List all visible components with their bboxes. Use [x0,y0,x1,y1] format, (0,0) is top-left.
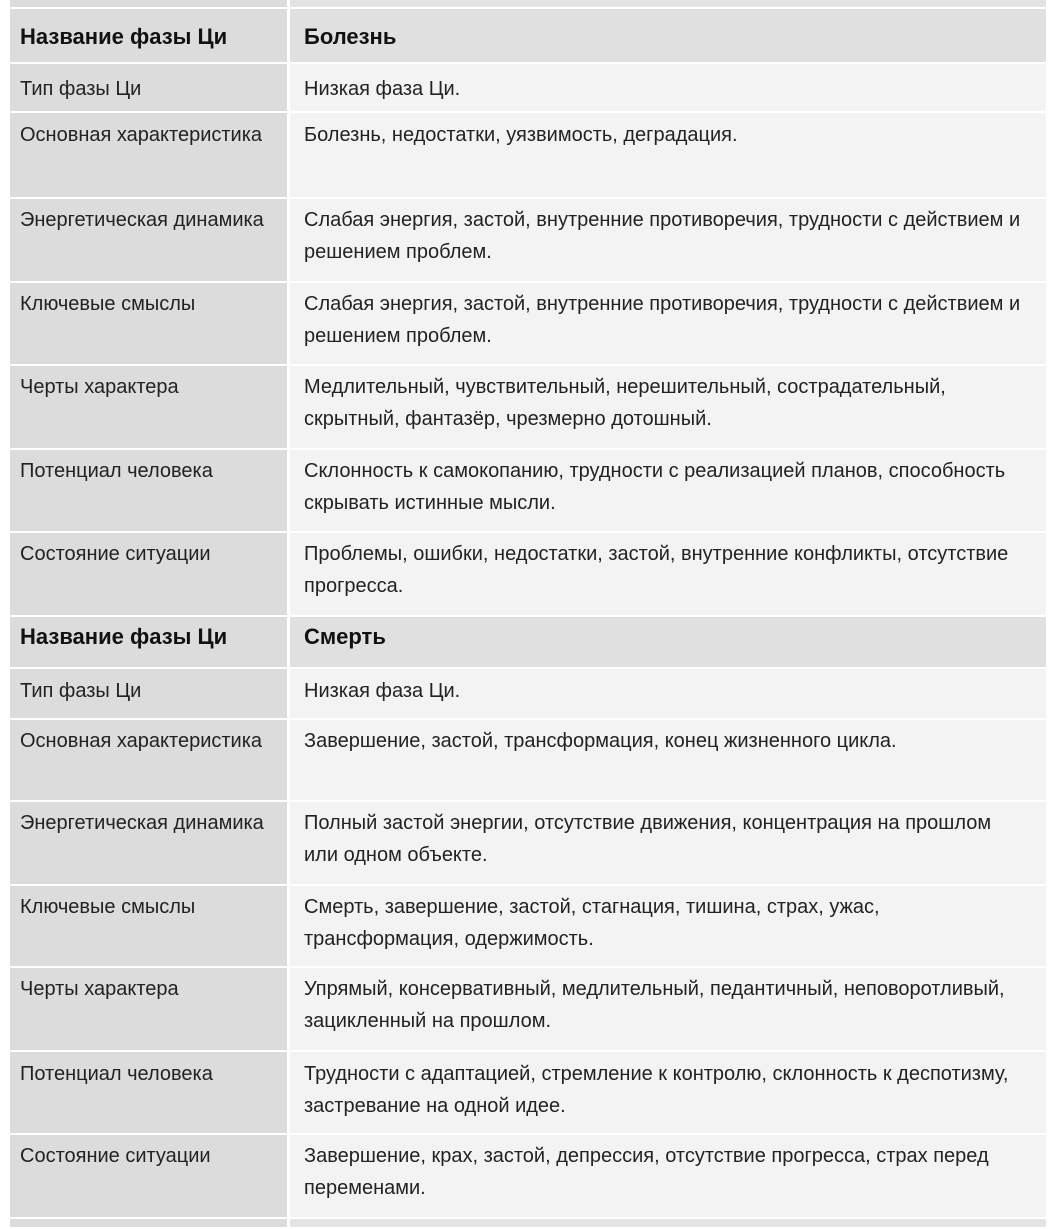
row-value: Медлительный, чувствительный, нерешительный, сострадательный, скрытный, фантазёр, чрезмерно дотошный. [290,366,1046,448]
phase-header-label: Название фазы Ци [10,617,290,667]
row-label: Потенциал человека [10,450,290,531]
row-value: Склонность к самокопанию, трудности с реализацией планов, способность скрывать истинные мысли. [290,450,1046,531]
table-cell-stub [10,0,290,7]
phase-header-row [10,9,1046,64]
row-label: Состояние ситуации [10,1135,290,1217]
row-value: Слабая энергия, застой, внутренние противоречия, трудности с действием и решением проблем. [290,199,1046,281]
row-label: Черты характера [10,968,290,1050]
row-label: Потенциал человека [10,1052,290,1133]
row-value: Болезнь, недостатки, уязвимость, деградация. [290,113,1046,197]
table-row [10,720,1046,802]
row-label: Основная характеристика [10,113,290,197]
row-value: Низкая фаза Ци. [290,64,1046,111]
row-label: Состояние ситуации [10,533,290,615]
row-label: Ключевые смыслы [10,283,290,364]
row-value: Упрямый, консервативный, медлительный, педантичный, неповоротливый, зацикленный на прошлом. [290,968,1046,1050]
table-row [10,1135,1046,1219]
table-row [10,802,1046,886]
table-row [10,1052,1046,1135]
table-row [10,113,1046,199]
row-label: Тип фазы Ци [10,64,290,111]
table-row [10,64,1046,113]
qi-phase-table [10,0,1046,1224]
table-row-top-edge [10,0,1046,9]
table-row [10,533,1046,617]
phase-header-label: Название фазы Ци [10,9,290,62]
row-value: Завершение, застой, трансформация, конец жизненного цикла. [290,720,1046,800]
table-row [10,968,1046,1052]
row-label: Тип фазы Ци [10,669,290,718]
table-cell-stub [10,1219,290,1227]
table-cell-stub [290,0,1046,7]
row-label: Ключевые смыслы [10,886,290,966]
row-value: Трудности с адаптацией, стремление к контролю, склонность к деспотизму, застревание на одной идее. [290,1052,1046,1133]
row-value: Завершение, крах, застой, депрессия, отсутствие прогресса, страх перед переменами. [290,1135,1046,1217]
row-value: Полный застой энергии, отсутствие движения, концентрация на прошлом или одном объекте. [290,802,1046,884]
table-row-bottom-edge [10,1219,1046,1229]
table-row [10,366,1046,450]
row-label: Черты характера [10,366,290,448]
table-row [10,450,1046,533]
row-value: Низкая фаза Ци. [290,669,1046,718]
row-value: Смерть, завершение, застой, стагнация, тишина, страх, ужас, трансформация, одержимость. [290,886,1046,966]
row-label: Энергетическая динамика [10,802,290,884]
phase-header-value: Болезнь [290,9,1046,62]
row-value: Проблемы, ошибки, недостатки, застой, внутренние конфликты, отсутствие прогресса. [290,533,1046,615]
row-label: Основная характеристика [10,720,290,800]
phase-header-row [10,617,1046,669]
phase-header-value: Смерть [290,617,1046,667]
table-row [10,886,1046,968]
row-label: Энергетическая динамика [10,199,290,281]
table-row [10,199,1046,283]
table-row [10,283,1046,366]
table-cell-stub [290,1219,1046,1227]
table-row [10,669,1046,720]
row-value: Слабая энергия, застой, внутренние противоречия, трудности с действием и решением проблем. [290,283,1046,364]
